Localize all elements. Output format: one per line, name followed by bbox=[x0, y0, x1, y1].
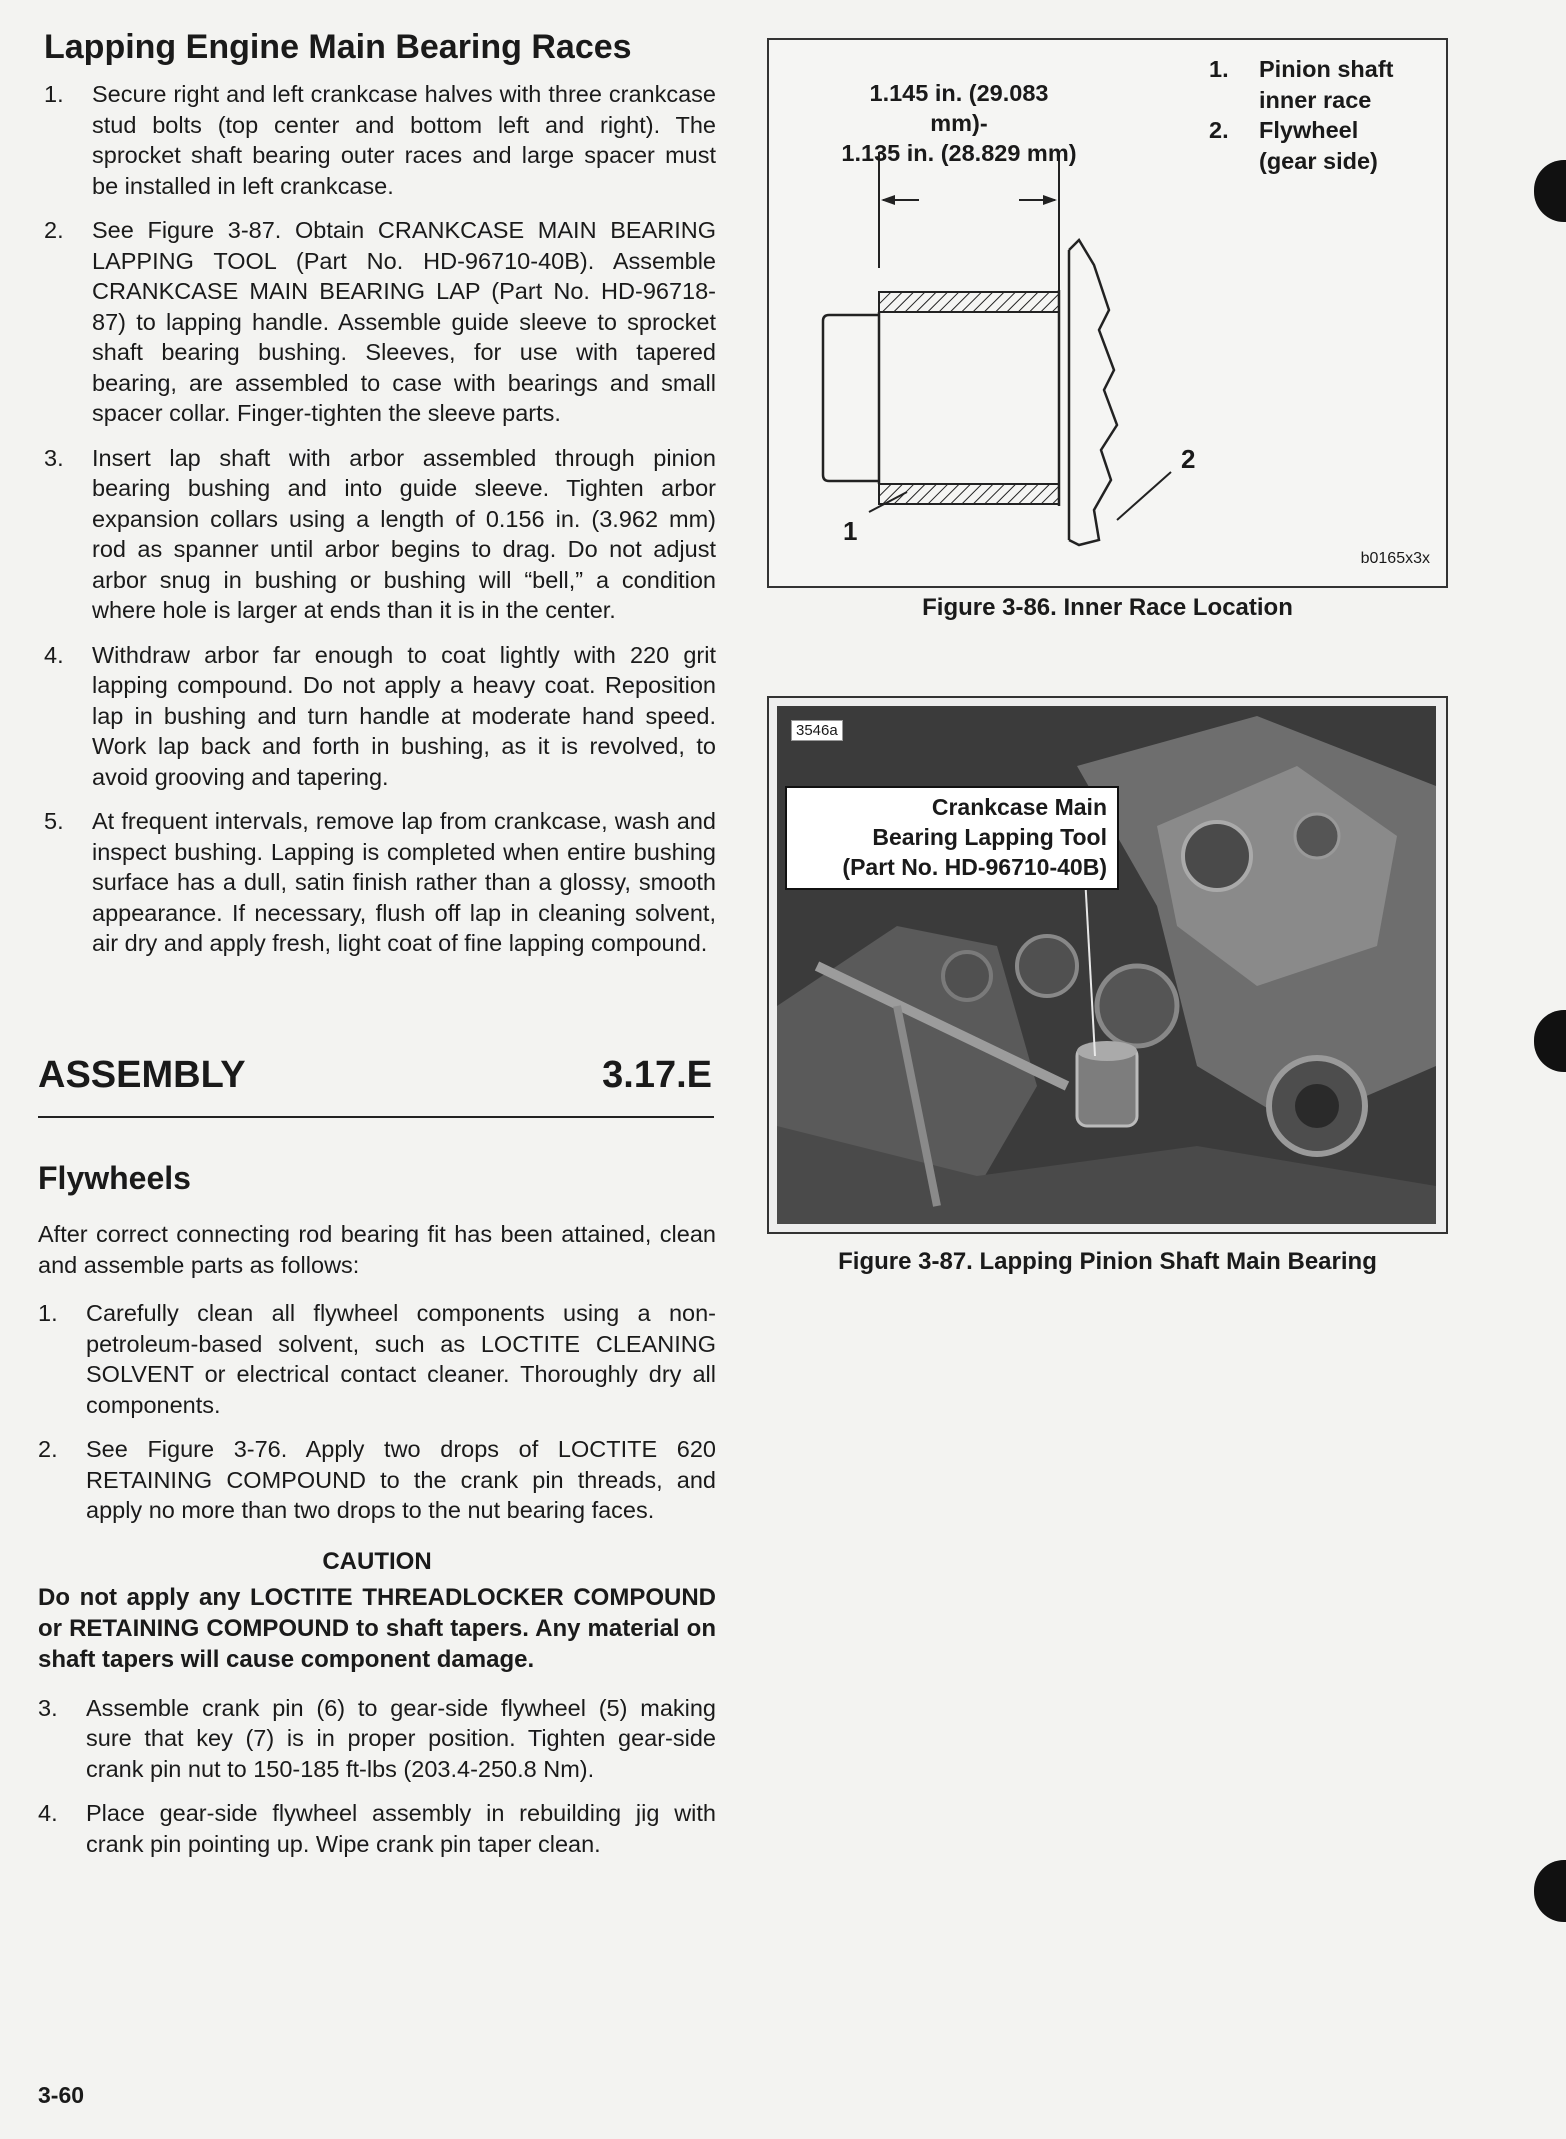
binder-tab-mark bbox=[1534, 1010, 1566, 1072]
tool-label-line2: Bearing Lapping Tool bbox=[872, 824, 1107, 850]
dimension-line-2: 1.135 in. (28.829 mm) bbox=[841, 140, 1077, 166]
figure-legend bbox=[1209, 54, 1393, 176]
flywheels-title: Flywheels bbox=[38, 1160, 191, 1196]
step-number: 4. bbox=[38, 1800, 58, 1826]
list-item bbox=[38, 79, 716, 201]
step-text: See Figure 3-76. Apply two drops of LOCTITE 620 RETAINING COMPOUND to the crank pin threads, and apply no more than two drops to the nut bearing faces. bbox=[86, 1436, 716, 1523]
legend-text-line1: Pinion shaft bbox=[1259, 56, 1394, 82]
tool-label-line3: (Part No. HD-96710-40B) bbox=[842, 854, 1107, 880]
page-number: 3-60 bbox=[38, 2082, 85, 2108]
list-item bbox=[38, 443, 716, 626]
step-number: 3. bbox=[38, 1694, 58, 1721]
step-text: See Figure 3-87. Obtain CRANKCASE MAIN BEARING LAPPING TOOL (Part No. HD-96710-40B). Assemble CRANKCASE MAIN BEARING LAP (Part No. HD-96718-87) to lapping handle. Assemble guide sleeve to sprocket shaft bearing bushing. Sleeves, for use with tapered bearing, are assembled to case with bearings and small spacer collar. Finger-tighten the sleeve parts. bbox=[92, 217, 716, 426]
tool-label-line1: Crankcase Main bbox=[931, 794, 1107, 820]
list-item bbox=[38, 640, 716, 793]
binder-tab-mark bbox=[1534, 1860, 1566, 1922]
lapping-steps-list bbox=[38, 79, 716, 959]
dimension-line-1: 1.145 in. (29.083 mm)- bbox=[869, 80, 1049, 136]
legend-number: 1. bbox=[1209, 56, 1229, 82]
legend-text-line1: Flywheel bbox=[1259, 117, 1359, 143]
section-title-lapping: Lapping Engine Main Bearing Races bbox=[44, 28, 632, 66]
list-item bbox=[38, 1798, 716, 1859]
step-number: 2. bbox=[44, 217, 64, 243]
step-number: 1. bbox=[44, 81, 64, 107]
step-text: Withdraw arbor far enough to coat lightly with 220 grit lapping compound. Do not apply a heavy coat. Reposition lap in bushing and turn handle at moderate hand speed. Work lap back and forth in bushing, as it is revolved, to avoid grooving and tapering. bbox=[92, 641, 716, 790]
callout-2: 2 bbox=[1181, 444, 1196, 474]
legend-text-line2: (gear side) bbox=[1259, 147, 1378, 174]
step-number: 5. bbox=[44, 808, 64, 834]
list-item bbox=[38, 1298, 716, 1420]
list-item bbox=[38, 806, 716, 959]
step-text: Place gear-side flywheel assembly in rebuilding jig with crank pin pointing up. Wipe crank pin taper clean. bbox=[86, 1800, 716, 1857]
assembly-heading bbox=[38, 1054, 714, 1118]
step-text: Insert lap shaft with arbor assembled through pinion bearing bushing and into guide sleeve. Tighten arbor expansion collars using a length of 0.156 in. (3.962 mm) rod as spanner until arbor begins to drag. Do not adjust arbor snug in bushing or bushing will “bell,” a condition where hole is larger at ends than it is in the center. bbox=[92, 444, 716, 623]
crankcase-photo bbox=[777, 706, 1436, 1224]
crankcase-photo-illustration bbox=[777, 706, 1436, 1224]
caution-body: Do not apply any LOCTITE THREADLOCKER COMPOUND or RETAINING COMPOUND to shaft tapers. Any material on shaft tapers will cause component damage. bbox=[38, 1583, 716, 1673]
list-item bbox=[38, 215, 716, 429]
dimension-label bbox=[839, 78, 1079, 168]
legend-number: 2. bbox=[1209, 117, 1229, 143]
legend-text-line2: inner race bbox=[1259, 86, 1372, 113]
step-number: 4. bbox=[44, 641, 64, 668]
callout-1: 1 bbox=[843, 516, 858, 546]
step-number: 2. bbox=[38, 1436, 58, 1462]
figure-code: 3546a bbox=[791, 720, 843, 741]
figure-3-87 bbox=[767, 696, 1448, 1234]
figure-code: b0165x3x bbox=[1360, 550, 1430, 567]
legend-item bbox=[1209, 115, 1393, 176]
caution-title: CAUTION bbox=[322, 1547, 432, 1575]
step-number: 3. bbox=[44, 444, 64, 471]
step-text: Carefully clean all flywheel components using a non-petroleum-based solvent, such as LOCTITE CLEANING SOLVENT or electrical contact cleaner. Thoroughly dry all components. bbox=[86, 1300, 716, 1418]
list-item bbox=[38, 1693, 716, 1785]
step-text: Secure right and left crankcase halves with three crankcase stud bolts (top center and bottom left and right). The sprocket shaft bearing outer races and large spacer must be installed in left crankcase. bbox=[92, 81, 716, 199]
assembly-section-number: 3.17.E bbox=[602, 1054, 712, 1096]
assembly-title: ASSEMBLY bbox=[38, 1054, 246, 1096]
flywheels-intro: After correct connecting rod bearing fit has been attained, clean and assemble parts as follows: bbox=[38, 1221, 716, 1278]
legend-item bbox=[1209, 54, 1393, 115]
tool-callout-label bbox=[785, 786, 1119, 890]
step-text: Assemble crank pin (6) to gear-side flywheel (5) making sure that key (7) is in proper position. Tighten gear-side crank pin nut to 150-185 ft-lbs (203.4-250.8 Nm). bbox=[86, 1694, 716, 1782]
flywheel-steps-list-a bbox=[38, 1298, 716, 1526]
binder-tab-mark bbox=[1534, 160, 1566, 222]
step-text: At frequent intervals, remove lap from crankcase, wash and inspect bushing. Lapping is completed when entire bushing surface has a dull, satin finish rather than a glossy, smooth appearance. If necessary, flush off lap in cleaning solvent, air dry and apply fresh, light coat of fine lapping compound. bbox=[92, 808, 716, 956]
flywheels-section bbox=[38, 1160, 716, 1873]
figure-3-86 bbox=[767, 38, 1448, 588]
left-column bbox=[38, 28, 716, 973]
figure-3-87-caption: Figure 3-87. Lapping Pinion Shaft Main Bearing bbox=[838, 1248, 1377, 1275]
figure-3-86-caption: Figure 3-86. Inner Race Location bbox=[922, 594, 1293, 621]
flywheel-steps-list-b bbox=[38, 1693, 716, 1860]
list-item bbox=[38, 1434, 716, 1526]
step-number: 1. bbox=[38, 1300, 58, 1326]
